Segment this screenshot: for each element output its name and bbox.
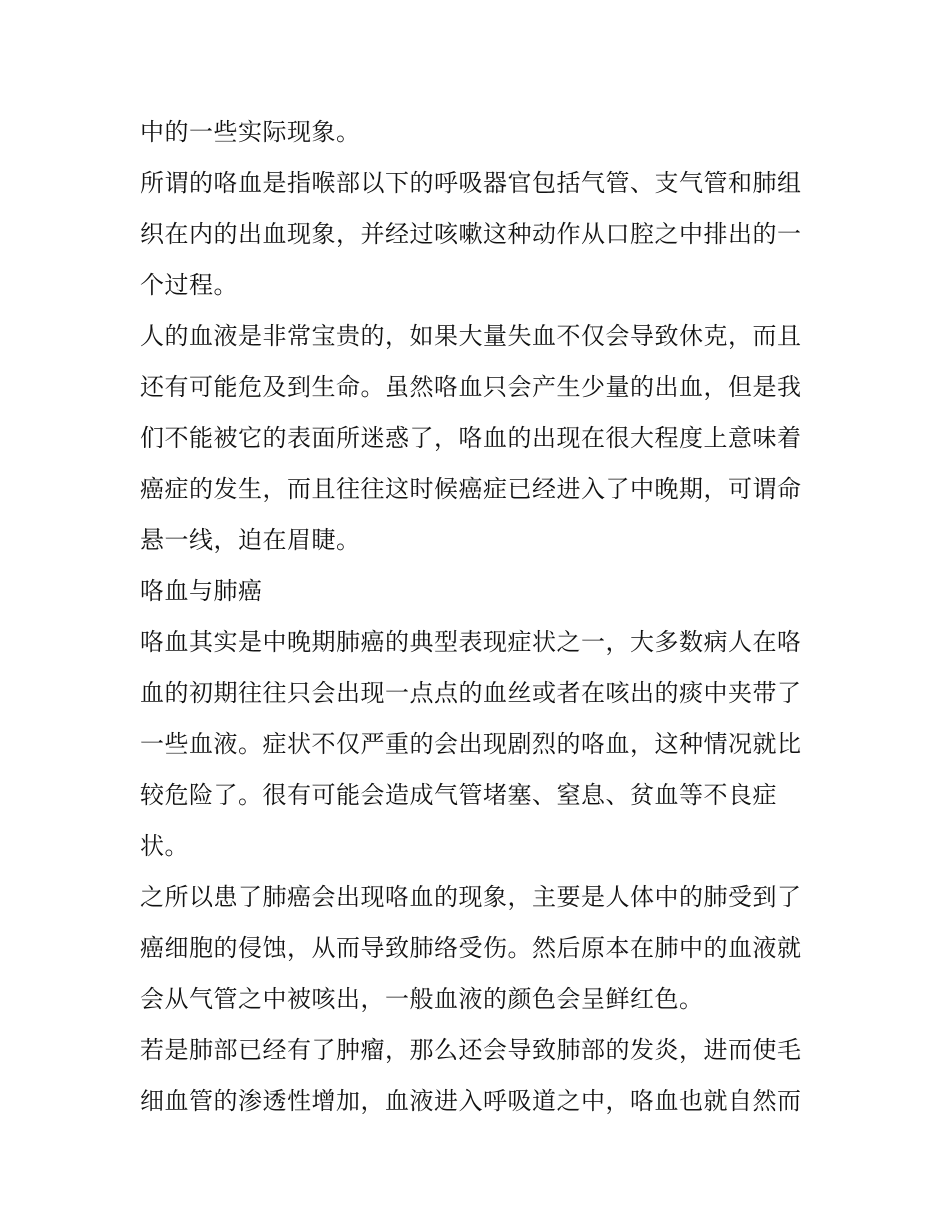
text-line: 较危险了。很有可能会造成气管堵塞、窒息、贫血等不良症 <box>140 781 777 809</box>
text-line: 会从气管之中被咳出，一般血液的颜色会呈鲜红色。 <box>140 985 704 1013</box>
body-text <box>140 107 814 1127</box>
text-line: 咯血其实是中晚期肺癌的典型表现症状之一，大多数病人在咯 <box>140 628 802 656</box>
text-line: 个过程。 <box>140 271 238 299</box>
text-line: 癌细胞的侵蚀，从而导致肺络受伤。然后原本在肺中的血液就 <box>140 934 802 962</box>
text-line: 还有可能危及到生命。虽然咯血只会产生少量的出血，但是我 <box>140 373 802 401</box>
text-line: 织在内的出血现象，并经过咳嗽这种动作从口腔之中排出的一 <box>140 220 802 248</box>
text-line: 状。 <box>140 832 189 860</box>
text-line: 癌症的发生，而且往往这时候癌症已经进入了中晚期，可谓命 <box>140 475 802 503</box>
text-line: 之所以患了肺癌会出现咯血的现象，主要是人体中的肺受到了 <box>140 883 802 911</box>
section-heading: 咯血与肺癌 <box>140 577 263 605</box>
text-line: 若是肺部已经有了肿瘤，那么还会导致肺部的发炎，进而使毛 <box>140 1036 802 1064</box>
text-line: 血的初期往往只会出现一点点的血丝或者在咳出的痰中夹带了 <box>140 679 802 707</box>
text-line: 们不能被它的表面所迷惑了，咯血的出现在很大程度上意味着 <box>140 424 802 452</box>
text-line: 人的血液是非常宝贵的，如果大量失血不仅会导致休克，而且 <box>140 322 802 350</box>
text-line: 中的一些实际现象。 <box>140 118 361 146</box>
text-line: 悬一线，迫在眉睫。 <box>140 526 361 554</box>
text-line: 一些血液。症状不仅严重的会出现剧烈的咯血，这种情况就比 <box>140 730 802 758</box>
text-line: 所谓的咯血是指喉部以下的呼吸器官包括气管、支气管和肺组 <box>140 169 802 197</box>
text-line: 细血管的渗透性增加，血液进入呼吸道之中，咯血也就自然而 <box>140 1087 802 1115</box>
